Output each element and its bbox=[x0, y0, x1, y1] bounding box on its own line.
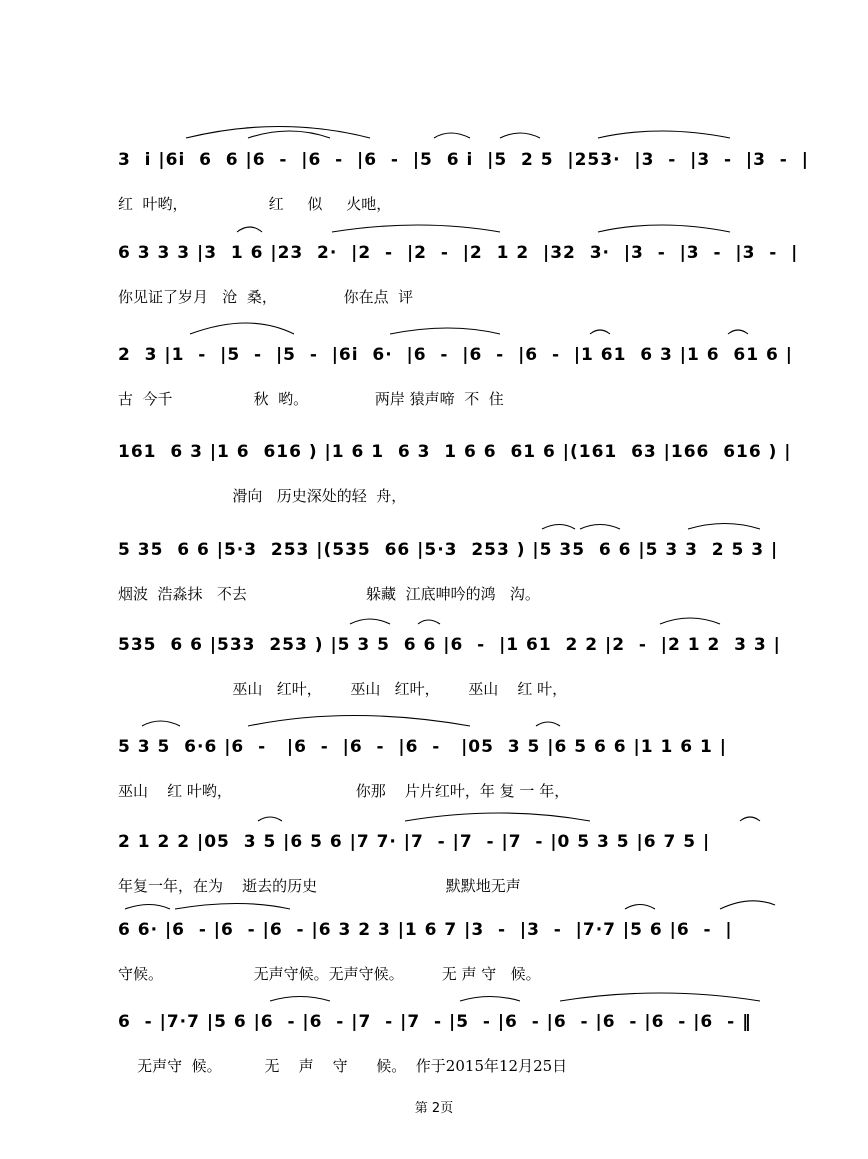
slur bbox=[728, 330, 748, 334]
slur bbox=[175, 904, 290, 910]
notation-line: 6 6· |6 - |6 - |6 - |6 3 2 3 |1 6 7 |3 - |3 - |7·7 |5 6 |6 - | bbox=[118, 920, 733, 940]
slur bbox=[660, 618, 720, 624]
notation-line: 535 6 6 |533 253 ) |5 3 5 6 6 |6 - |1 61 2 2 |2 - |2 1 2 3 3 | bbox=[118, 635, 781, 655]
slur bbox=[500, 133, 540, 138]
lyric-line: 无声守 候。 无 声 守 候。 作于2015年12月25日 bbox=[118, 1057, 568, 1075]
slur bbox=[350, 619, 390, 624]
slur bbox=[598, 225, 730, 232]
slur bbox=[142, 721, 180, 726]
slur bbox=[720, 901, 775, 909]
slur bbox=[190, 323, 294, 334]
slur bbox=[560, 993, 760, 1001]
slur bbox=[248, 131, 330, 138]
notation-line: 3 i |6i 6 6 |6 - |6 - |6 - |5 6 i |5 2 5 |253· |3 - |3 - |3 - | bbox=[118, 150, 809, 170]
slur bbox=[434, 133, 470, 138]
notation-line: 5 3 5 6·6 |6 - |6 - |6 - |6 - |05 3 5 |6 5 6 6 |1 1 6 1 | bbox=[118, 737, 727, 757]
slur bbox=[598, 131, 730, 138]
lyric-line: 守候。 无声守候。无声守候。 无 声 守 候。 bbox=[118, 965, 541, 983]
notation-line: 6 3 3 3 |3 1 6 |23 2· |2 - |2 - |2 1 2 |32 3· |3 - |3 - |3 - | bbox=[118, 243, 799, 263]
slur bbox=[270, 997, 330, 1002]
lyric-line: 巫山 红 叶哟， 你那 片片红叶，年 复 一 年， bbox=[118, 782, 570, 800]
slur bbox=[390, 328, 500, 334]
notation-line: 161 6 3 |1 6 616 ) |1 6 1 6 3 1 6 6 61 6 |(161 63 |166 616 ) | bbox=[118, 442, 792, 462]
notation-line: 5 35 6 6 |5·3 253 |(535 66 |5·3 253 ) |5 35 6 6 |5 3 3 2 5 3 | bbox=[118, 540, 779, 560]
slur bbox=[125, 905, 170, 910]
notation-line: 6 - |7·7 |5 6 |6 - |6 - |7 - |7 - |5 - |6 - |6 - |6 - |6 - |6 - ‖ bbox=[118, 1012, 752, 1032]
slur bbox=[332, 225, 500, 232]
slur bbox=[405, 813, 590, 821]
lyric-line: 巫山 红叶， 巫山 红叶， 巫山 红 叶， bbox=[118, 680, 568, 698]
slur bbox=[625, 905, 655, 910]
lyric-line: 你见证了岁月 沧 桑， 你在点 评 bbox=[118, 288, 414, 306]
slur bbox=[460, 997, 520, 1002]
lyric-line: 古 今千 秋 哟。 两岸 猿声啼 不 住 bbox=[118, 390, 504, 408]
lyric-line: 红 叶哟， 红 似 火吔， bbox=[118, 195, 392, 213]
lyric-line: 滑向 历史深处的轻 舟， bbox=[118, 487, 407, 505]
slur bbox=[536, 722, 560, 726]
notation-line: 2 3 |1 - |5 - |5 - |6i 6· |6 - |6 - |6 - |1 61 6 3 |1 6 61 6 | bbox=[118, 345, 793, 365]
slur bbox=[237, 227, 262, 232]
slur bbox=[740, 817, 760, 821]
slur bbox=[590, 330, 610, 334]
slur bbox=[688, 524, 760, 530]
page-number: 第 2页 bbox=[414, 1101, 454, 1116]
slur bbox=[258, 817, 282, 821]
slur bbox=[248, 716, 470, 727]
slur bbox=[580, 525, 620, 530]
lyric-line: 年复一年，在为 逝去的历史 默默地无声 bbox=[118, 877, 521, 895]
slur bbox=[186, 127, 370, 139]
lyric-line: 烟波 浩淼抹 不去 躲藏 江底呻吟的鸿 沟。 bbox=[118, 585, 540, 603]
slur bbox=[542, 525, 575, 530]
notation-line: 2 1 2 2 |05 3 5 |6 5 6 |7 7· |7 - |7 - |7 - |0 5 3 5 |6 7 5 | bbox=[118, 832, 711, 852]
slur bbox=[418, 620, 440, 624]
